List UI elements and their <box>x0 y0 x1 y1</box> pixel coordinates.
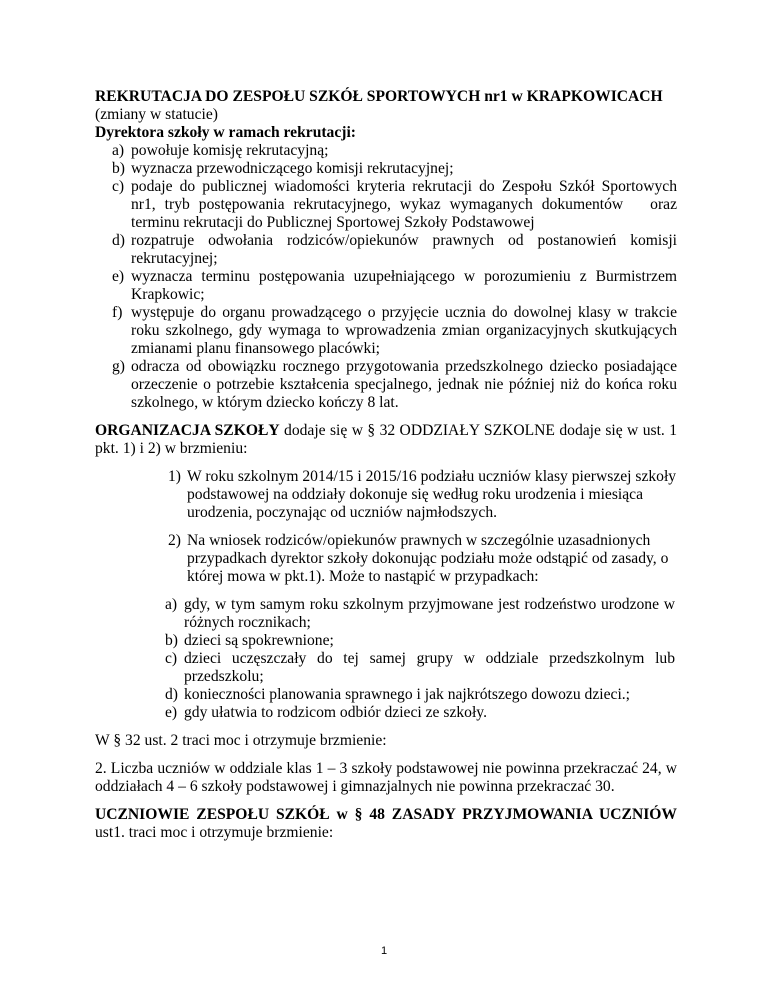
list-text: dzieci uczęszczały do tej samej grupy w oddziale przedszkolnym lub przedszkolu; <box>184 650 675 685</box>
list-text: rozpatruje odwołania rodziców/opiekunów prawnych od postanowień komisji rekrutacyjnej; <box>131 232 677 267</box>
organization-heading: ORGANIZACJA SZKOŁY <box>95 422 280 439</box>
director-heading: Dyrektora szkoły w ramach rekrutacji: <box>95 124 356 141</box>
list-text: W roku szkolnym 2014/15 i 2015/16 podziału uczniów klasy pierwszej szkoły podstawowej na oddziały dokonuje się według roku urodzenia i miesiąca urodzenia, poczynając od uczniów najmłodszych. <box>187 468 677 521</box>
list-marker: e) <box>112 268 125 285</box>
list-marker: d) <box>165 686 178 703</box>
list-marker: g) <box>112 358 125 375</box>
list-marker: b) <box>112 160 125 177</box>
list-marker: a) <box>112 142 125 159</box>
list-item <box>112 232 677 268</box>
list-text: wyznacza terminu postępowania uzupełniającego w porozumieniu z Burmistrzem Krapkowic; <box>131 268 677 303</box>
list-item <box>112 268 677 304</box>
cases-list <box>165 596 675 722</box>
list-text: podaje do publicznej wiadomości kryteria rekrutacji do Zespołu Szkół Sportowych nr1, tryb postępowania rekrutacyjnego, wykaz wymaganych dokumentów oraz terminu rekrutacji do Publicznej Sportowej Szkoły Podstawowej <box>131 178 681 231</box>
page-number: 1 <box>380 945 388 957</box>
list-item <box>112 160 677 178</box>
list-text: występuje do organu prowadzącego o przyjęcie ucznia do dowolnej klasy w trakcie roku szkolnego, gdy wymaga to wprowadzenia zmian organizacyjnych skutkujących zmianami planu finansowego placówki; <box>131 304 677 357</box>
students-text: ust1. traci moc i otrzymuje brzmienie: <box>95 824 334 841</box>
page-content <box>95 88 681 842</box>
list-item <box>165 632 675 650</box>
list-text: powołuje komisję rekrutacyjną; <box>131 142 329 159</box>
list-marker: 2) <box>168 532 181 549</box>
document-heading: REKRUTACJA DO ZESPOŁU SZKÓŁ SPORTOWYCH nr1 w KRAPKOWICACH <box>95 88 663 105</box>
list-marker: c) <box>165 650 178 667</box>
list-text: gdy ułatwia to rodzicom odbiór dzieci ze szkoły. <box>184 704 487 721</box>
class-size-paragraph: 2. Liczba uczniów w oddziale klas 1 – 3 szkoły podstawowej nie powinna przekraczać 24, w oddziałach 4 – 6 szkoły podstawowej i gimnazjalnych nie powinna przekraczać 30. <box>95 760 677 795</box>
list-item <box>165 650 675 686</box>
list-marker: 1) <box>168 468 181 485</box>
list-text: konieczności planowania sprawnego i jak najkrótszego dowozu dzieci.; <box>184 686 631 703</box>
list-item <box>165 686 675 704</box>
list-marker: e) <box>165 704 178 721</box>
ust2-paragraph: W § 32 ust. 2 traci moc i otrzymuje brzmienie: <box>95 732 387 749</box>
list-text: dzieci są spokrewnione; <box>184 632 334 649</box>
list-item <box>112 358 677 412</box>
list-marker: b) <box>165 632 178 649</box>
list-item <box>165 596 675 632</box>
organization-paragraph <box>95 422 677 458</box>
list-item <box>168 468 677 522</box>
list-item <box>165 704 675 722</box>
document-subheading: (zmiany w statucie) <box>95 106 218 123</box>
organization-text: dodaje się w § 32 ODDZIAŁY SZKOLNE dodaje się w ust. 1 pkt. 1) i 2) w brzmieniu: <box>95 422 677 457</box>
numbered-list <box>168 468 677 586</box>
list-marker: c) <box>112 178 125 195</box>
list-marker: a) <box>165 596 178 613</box>
list-item <box>112 178 681 232</box>
list-text: wyznacza przewodniczącego komisji rekrutacyjnej; <box>131 160 454 177</box>
list-marker: f) <box>112 304 123 321</box>
list-marker: d) <box>112 232 125 249</box>
list-text: Na wniosek rodziców/opiekunów prawnych w szczególnie uzasadnionych przypadkach dyrektor szkoły dokonując podziału może odstąpić od zasady, o której mowa w pkt.1). Może to nastąpić w przypadkach: <box>187 532 669 585</box>
list-item <box>168 532 677 586</box>
list-item <box>112 304 677 358</box>
director-list <box>112 142 681 412</box>
list-text: odracza od obowiązku rocznego przygotowania przedszkolnego dziecko posiadające orzeczenie o potrzebie kształcenia specjalnego, jednak nie później niż do końca roku szkolnego, w którym dziecko kończy 8 lat. <box>131 358 677 411</box>
students-heading: UCZNIOWIE ZESPOŁU SZKÓŁ w § 48 ZASADY PRZYJMOWANIA UCZNIÓW <box>95 806 677 823</box>
list-text: gdy, w tym samym roku szkolnym przyjmowane jest rodzeństwo urodzone w różnych rocznikach; <box>184 596 675 631</box>
list-item <box>112 142 677 160</box>
